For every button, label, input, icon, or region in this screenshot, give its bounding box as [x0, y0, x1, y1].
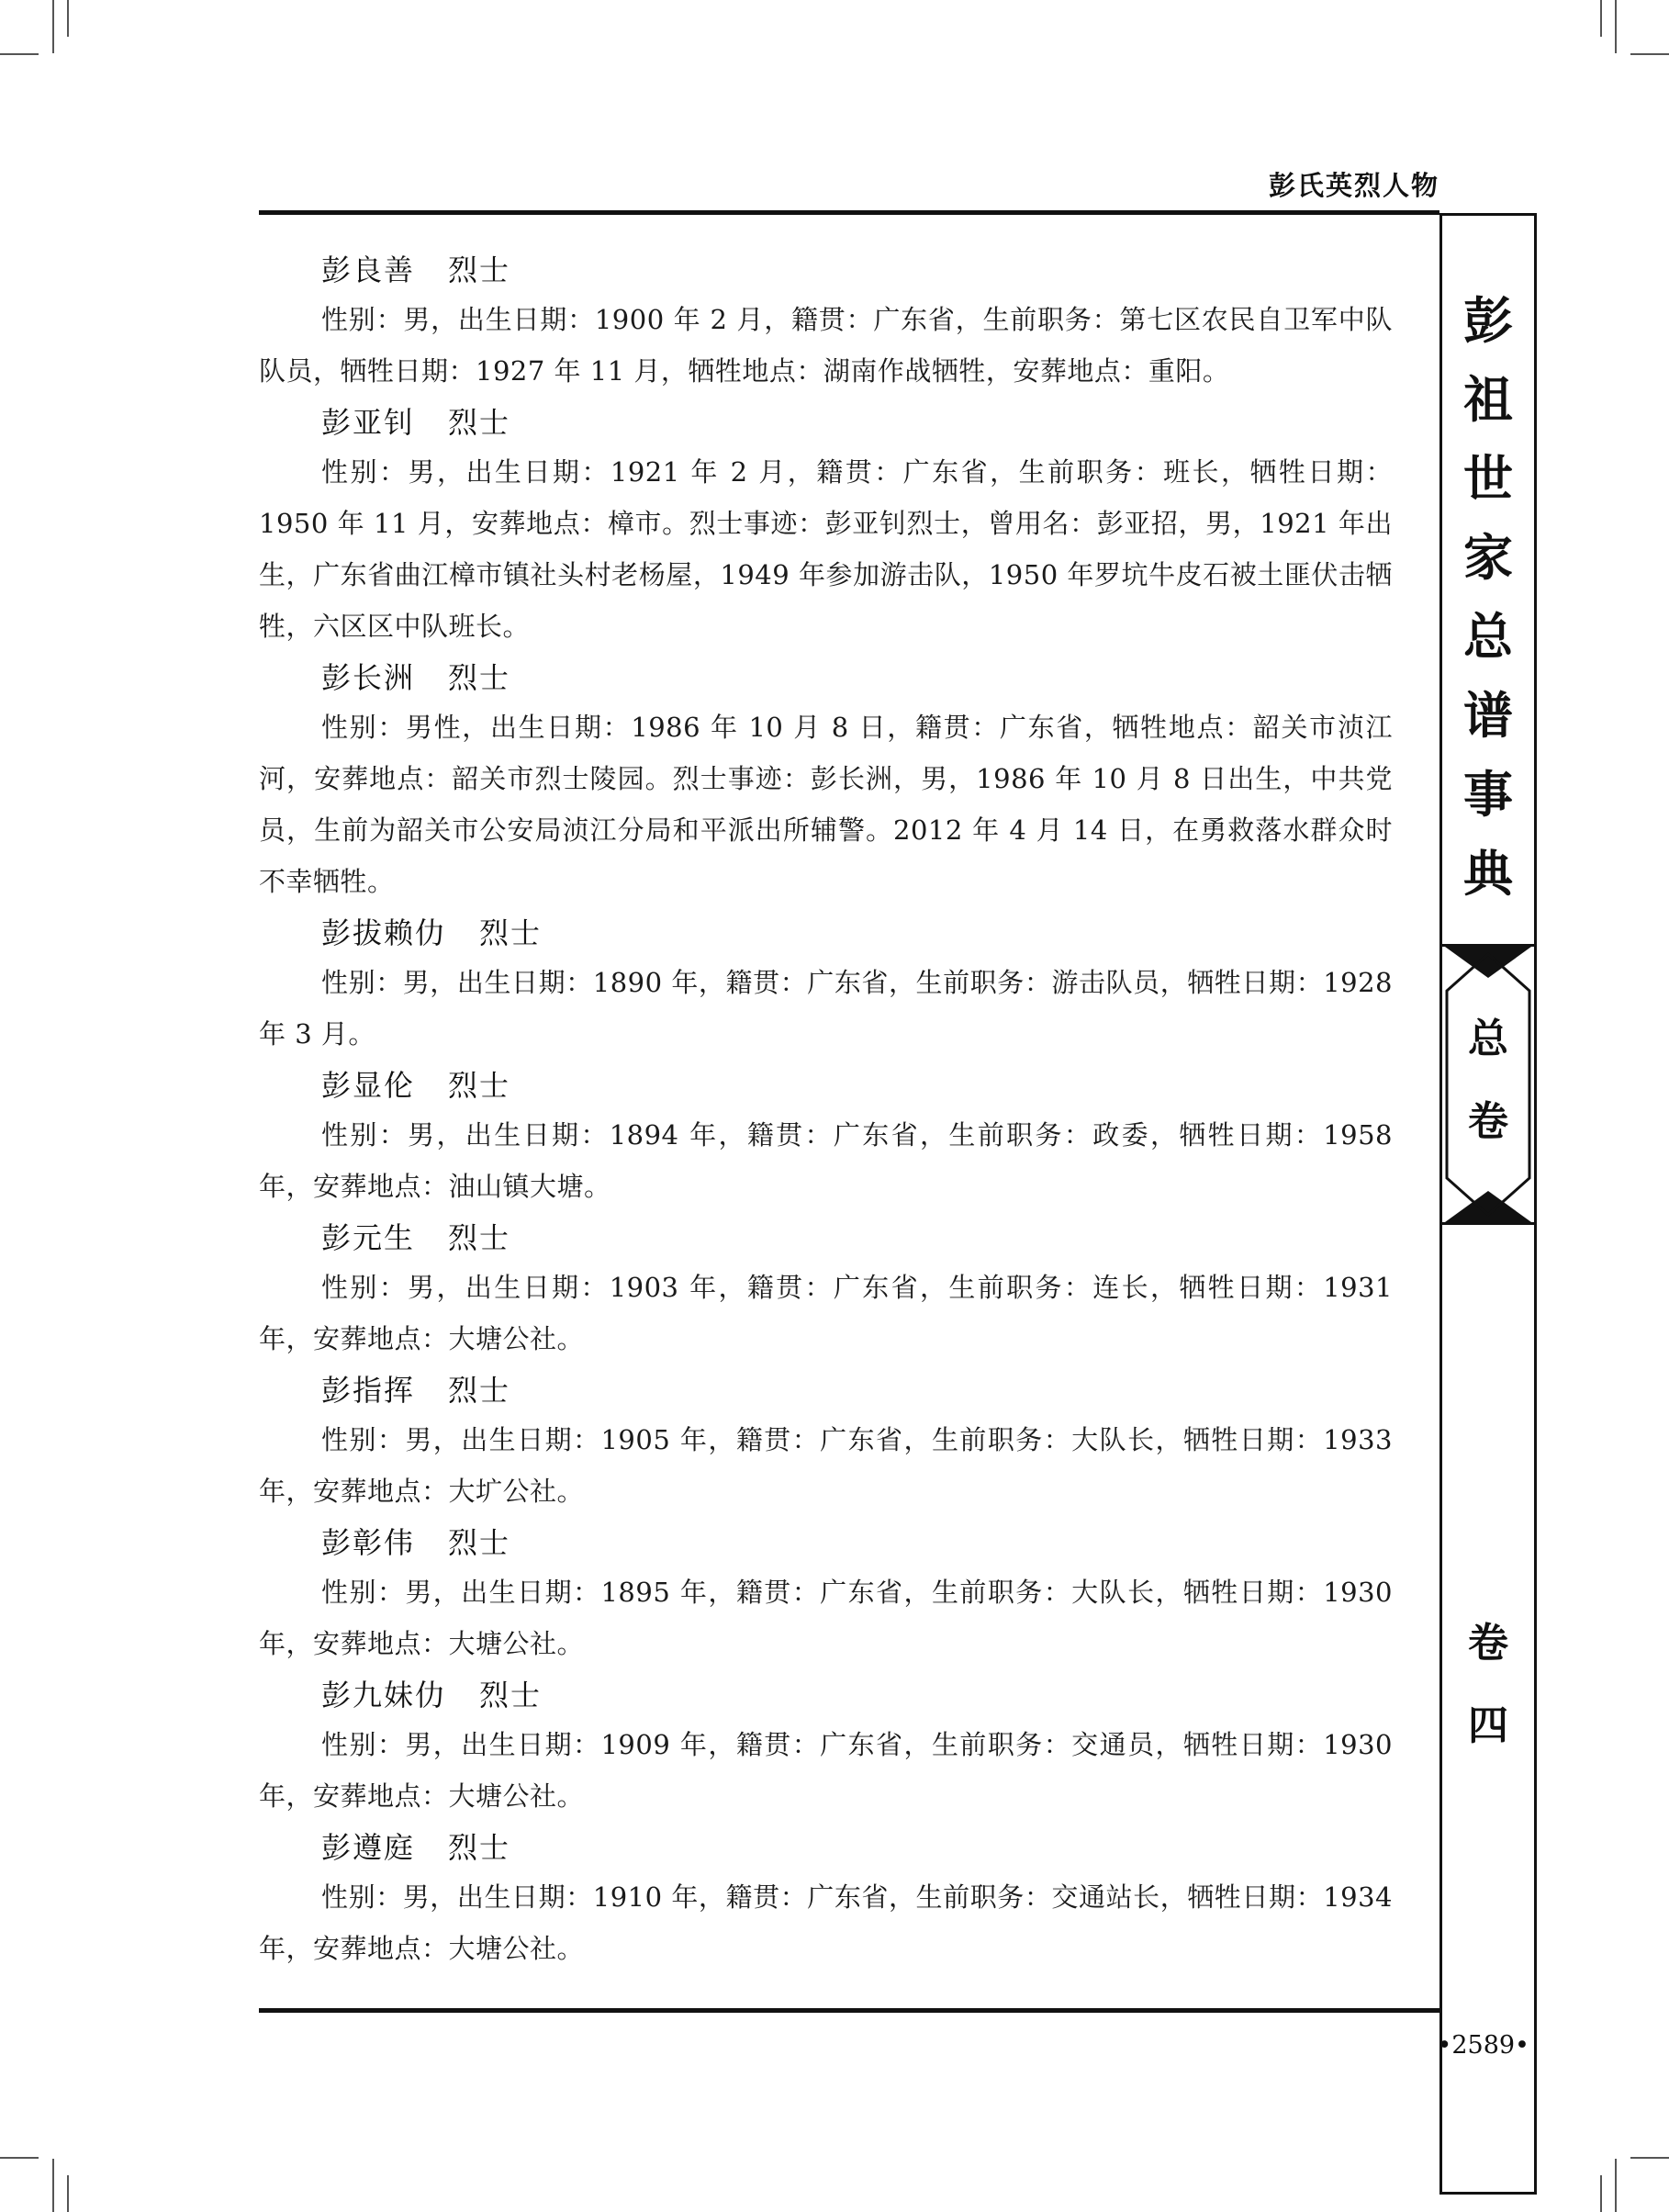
entry-name: 彭长洲 烈士	[321, 660, 511, 695]
crop-mark	[1615, 2159, 1617, 2212]
side-divider	[1442, 1222, 1534, 1225]
entry-body: 性别：男，出生日期：1910 年，籍贯：广东省，生前职务：交通站长，牺牲日期：1934 年，安葬地点：大塘公社。	[259, 1881, 1393, 1964]
entry-name: 彭亚钊 烈士	[321, 405, 511, 440]
entry-body: 性别：男，出生日期：1894 年，籍贯：广东省，生前职务：政委，牺牲日期：1958 年，安葬地点：油山镇大塘。	[259, 1119, 1393, 1202]
crop-mark	[1630, 2157, 1669, 2159]
entry	[259, 1214, 1393, 1364]
entry-name: 彭显伦 烈士	[321, 1068, 511, 1103]
crop-mark	[67, 2175, 69, 2212]
entry-name: 彭遵庭 烈士	[321, 1830, 511, 1865]
entry	[259, 1824, 1393, 1974]
page-number: •2589•	[1437, 2031, 1529, 2060]
entry	[259, 909, 1393, 1060]
crop-mark	[0, 53, 39, 55]
entry	[259, 654, 1393, 907]
entry	[259, 399, 1393, 652]
crop-mark	[52, 2159, 54, 2212]
crop-mark	[1630, 53, 1669, 55]
entry	[259, 1061, 1393, 1212]
crop-mark	[1600, 0, 1602, 37]
entry	[259, 1519, 1393, 1669]
bottom-rule	[259, 2008, 1439, 2013]
entry	[259, 246, 1393, 397]
section-title: 彭氏英烈人物	[1268, 170, 1439, 201]
entry-body: 性别：男性，出生日期：1986 年 10 月 8 日，籍贯：广东省，牺牲地点：韶关市浈江河，安葬地点：韶关市烈士陵园。烈士事迹：彭长洲，男，1986 年 10 月 8 日出生，中共党员，生前为韶关市公安局浈江分局和平派出所辅警。2012 年 4 月 14 日，在勇救落水群众时不幸牺牲。	[259, 712, 1393, 897]
entry-body: 性别：男，出生日期：1903 年，籍贯：广东省，生前职务：连长，牺牲日期：1931 年，安葬地点：大塘公社。	[259, 1272, 1393, 1354]
crop-mark	[1615, 0, 1617, 53]
crop-mark	[67, 0, 69, 37]
entry	[259, 1366, 1393, 1517]
entry-name: 彭彰伟 烈士	[321, 1525, 511, 1560]
entry-name: 彭九妹仂 烈士	[321, 1678, 543, 1712]
entry-body: 性别：男，出生日期：1890 年，籍贯：广东省，生前职务：游击队员，牺牲日期：1928 年 3 月。	[259, 967, 1393, 1050]
book-title-vertical: 彭 祖 世 家 总 谱 事 典	[1463, 292, 1513, 903]
crop-mark	[0, 2157, 39, 2159]
side-tab	[1439, 213, 1537, 2195]
part-label: 卷 四	[1468, 1620, 1508, 1749]
entries-list	[259, 246, 1393, 1976]
entry-name: 彭拔赖仂 烈士	[321, 915, 543, 950]
entry-name: 彭良善 烈士	[321, 253, 511, 287]
crop-mark	[1600, 2175, 1602, 2212]
entry	[259, 1671, 1393, 1822]
entry-body: 性别：男，出生日期：1905 年，籍贯：广东省，生前职务：大队长，牺牲日期：1933 年，安葬地点：大圹公社。	[259, 1424, 1393, 1507]
crop-mark	[52, 0, 54, 53]
entry-body: 性别：男，出生日期：1909 年，籍贯：广东省，生前职务：交通员，牺牲日期：1930 年，安葬地点：大塘公社。	[259, 1729, 1393, 1812]
entry-body: 性别：男，出生日期：1900 年 2 月，籍贯：广东省，生前职务：第七区农民自卫军中队队员，牺牲日期：1927 年 11 月，牺牲地点：湖南作战牺牲，安葬地点：重阳。	[259, 304, 1393, 387]
top-rule	[259, 210, 1439, 215]
volume-label: 总 卷	[1468, 1016, 1508, 1145]
entry-body: 性别：男，出生日期：1895 年，籍贯：广东省，生前职务：大队长，牺牲日期：1930 年，安葬地点：大塘公社。	[259, 1577, 1393, 1659]
entry-body: 性别：男，出生日期：1921 年 2 月，籍贯：广东省，生前职务：班长，牺牲日期：1950 年 11 月，安葬地点：樟市。烈士事迹：彭亚钊烈士，曾用名：彭亚招，男，1921 年出生，广东省曲江樟市镇社头村老杨屋，1949 年参加游击队，1950 年罗坑牛皮石被土匪伏击牺牲，六区区中队班长。	[259, 456, 1393, 642]
entry-name: 彭元生 烈士	[321, 1220, 511, 1255]
entry-name: 彭指挥 烈士	[321, 1373, 511, 1408]
